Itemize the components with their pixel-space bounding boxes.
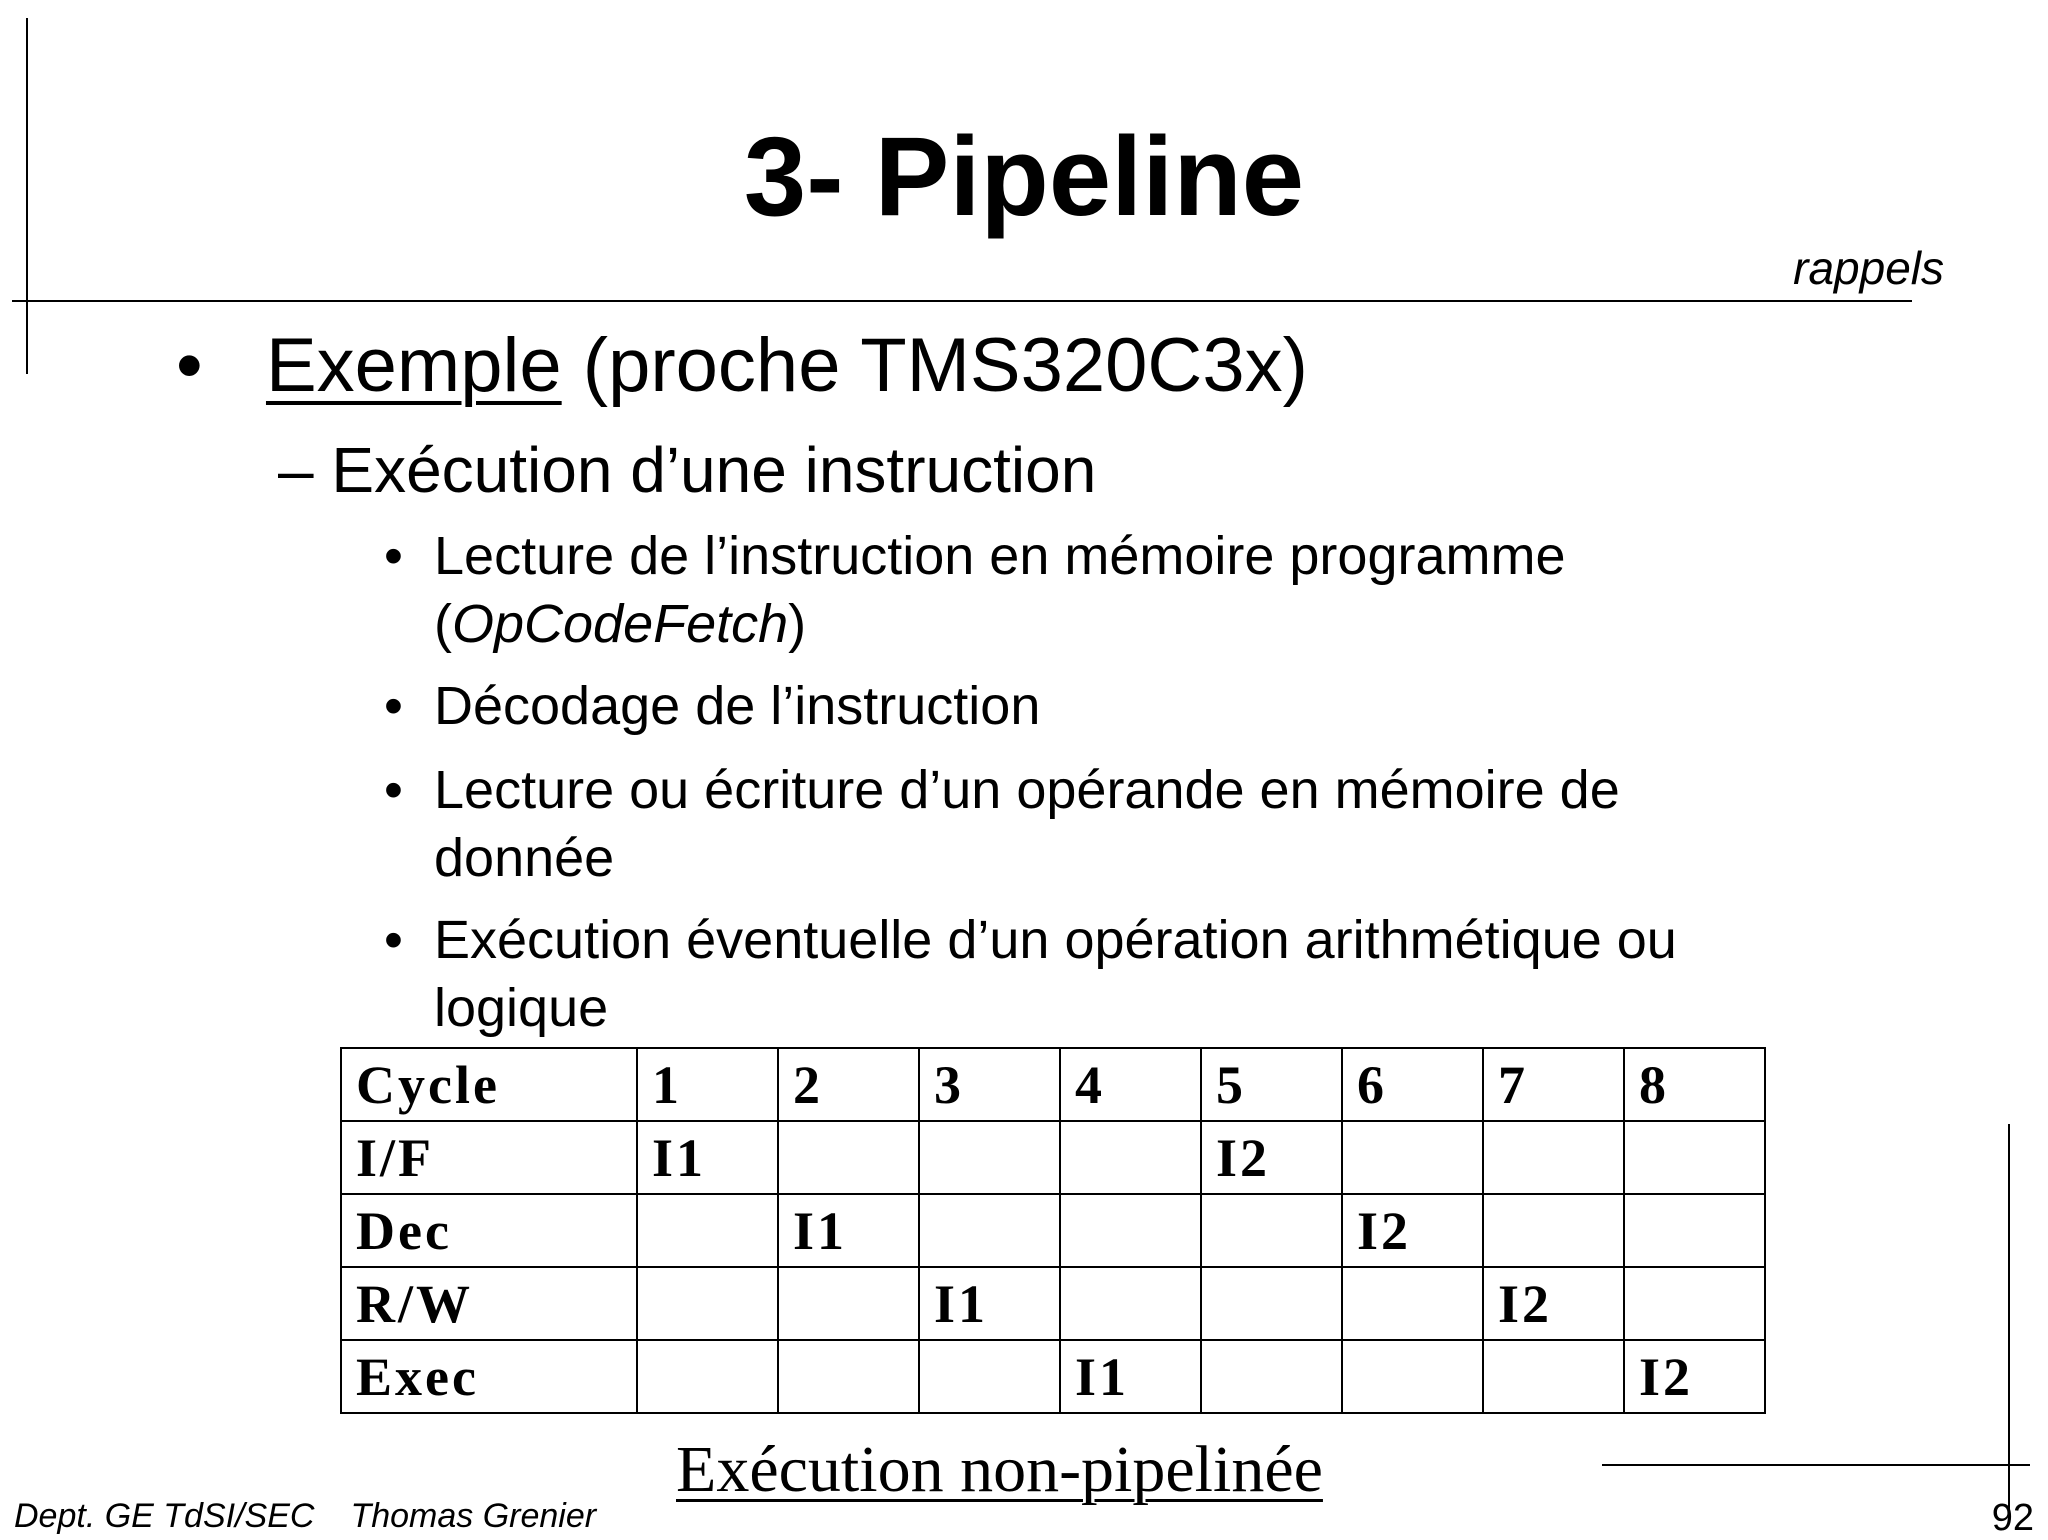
step-line-2: logique <box>434 978 609 1038</box>
step-line-2: donnée <box>434 828 615 888</box>
table-cell <box>637 1340 778 1413</box>
table-row <box>341 1267 1765 1340</box>
slide-title: 3- Pipeline <box>743 114 1305 239</box>
table-cell: I1 <box>778 1194 919 1267</box>
step-line: Lecture ou écriture d’un opérande en mémoire de <box>434 760 1620 820</box>
pipeline-table <box>340 1047 1766 1414</box>
table-cell: 6 <box>1342 1048 1483 1121</box>
table-cell: 7 <box>1483 1048 1624 1121</box>
dash-marker: – <box>278 434 314 506</box>
step-marker: • <box>384 676 403 736</box>
table-cell <box>1201 1194 1342 1267</box>
table-cell <box>1483 1121 1624 1194</box>
subbullet-execution <box>278 432 1096 508</box>
table-cell: I/F <box>341 1121 637 1194</box>
table-cell <box>1483 1340 1624 1413</box>
table-cell <box>778 1340 919 1413</box>
step-marker: • <box>384 760 403 820</box>
bullet-marker: • <box>176 323 203 408</box>
table-row <box>341 1121 1765 1194</box>
footer-credits <box>14 1496 632 1536</box>
table-cell: I2 <box>1483 1267 1624 1340</box>
table-caption: Exécution non-pipelinée <box>676 1433 1323 1506</box>
table-cell <box>1624 1121 1765 1194</box>
table-header-row <box>341 1048 1765 1121</box>
bullet-rest-text: (proche TMS320C3x) <box>561 323 1308 408</box>
step-line: Décodage de l’instruction <box>434 676 1041 736</box>
opcodefetch-term: OpCodeFetch <box>451 594 789 654</box>
table-cell <box>1342 1121 1483 1194</box>
top-horizontal-rule <box>12 300 1912 302</box>
table-cell <box>919 1340 1060 1413</box>
table-cell: Dec <box>341 1194 637 1267</box>
table-cell <box>637 1267 778 1340</box>
table-cell: R/W <box>341 1267 637 1340</box>
table-cell: 1 <box>637 1048 778 1121</box>
table-cell: Exec <box>341 1340 637 1413</box>
table-cell: I2 <box>1624 1340 1765 1413</box>
table-cell <box>778 1121 919 1194</box>
table-cell <box>1060 1121 1201 1194</box>
footer-dept: Dept. GE TdSI/SEC <box>14 1497 315 1535</box>
table-cell: 5 <box>1201 1048 1342 1121</box>
table-cell <box>778 1267 919 1340</box>
bullet-example <box>176 322 1308 410</box>
table-cell: 2 <box>778 1048 919 1121</box>
table-cell: 3 <box>919 1048 1060 1121</box>
table-cell: 8 <box>1624 1048 1765 1121</box>
table-row <box>341 1194 1765 1267</box>
step-marker: • <box>384 910 403 970</box>
table-cell <box>1342 1267 1483 1340</box>
table-cell: I2 <box>1342 1194 1483 1267</box>
table-cell: I2 <box>1201 1121 1342 1194</box>
subbullet-text: Exécution d’une instruction <box>331 434 1097 506</box>
table-cell: I1 <box>919 1267 1060 1340</box>
table-cell <box>1201 1267 1342 1340</box>
table-cell <box>1342 1340 1483 1413</box>
step-line-2: (OpCodeFetch) <box>434 594 807 654</box>
table-cell: Cycle <box>341 1048 637 1121</box>
table-cell <box>919 1121 1060 1194</box>
bullet-underlined-text: Exemple <box>265 323 562 408</box>
section-tag: rappels <box>1793 242 1944 294</box>
table-cell <box>1483 1194 1624 1267</box>
table-cell <box>1624 1267 1765 1340</box>
bottom-horizontal-rule <box>1602 1464 2030 1466</box>
page-number: 92 <box>1991 1497 2034 1539</box>
table-row <box>341 1340 1765 1413</box>
table-cell: I1 <box>637 1121 778 1194</box>
table-cell <box>1201 1340 1342 1413</box>
table-cell: 4 <box>1060 1048 1201 1121</box>
table-cell: I1 <box>1060 1340 1201 1413</box>
table-cell <box>1624 1194 1765 1267</box>
table-cell <box>919 1194 1060 1267</box>
table-cell <box>1060 1194 1201 1267</box>
table-cell <box>637 1194 778 1267</box>
table-cell <box>1060 1267 1201 1340</box>
step-line: Lecture de l’instruction en mémoire programme <box>434 526 1566 586</box>
step-marker: • <box>384 526 403 586</box>
footer-author: Thomas Grenier <box>350 1497 597 1535</box>
right-vertical-rule <box>2008 1124 2010 1512</box>
step-line: Exécution éventuelle d’un opération arithmétique ou <box>434 910 1677 970</box>
